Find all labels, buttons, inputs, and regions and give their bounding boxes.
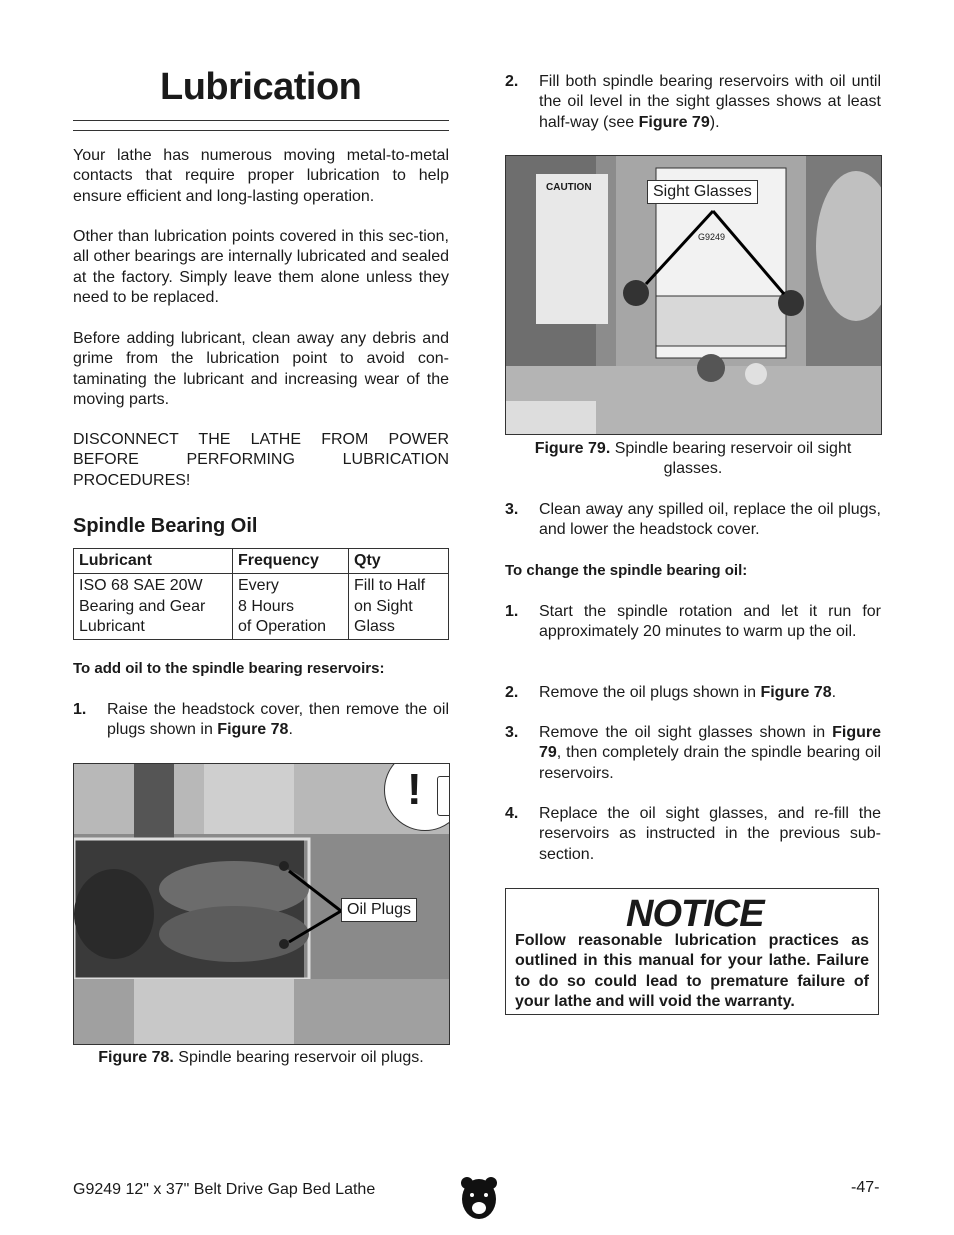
- figure-78-caption: Figure 78. Spindle bearing reservoir oil plugs.: [98, 1049, 424, 1066]
- list-item: 2. Remove the oil plugs shown in Figure 78.: [505, 684, 837, 701]
- add-oil-heading: To add oil to the spindle bearing reservoirs:: [73, 660, 385, 677]
- list-item: 3. Clean away any spilled oil, replace the oil plugs, and lower the headstock cover.: [505, 501, 881, 539]
- intro-paragraph: Before adding lubricant, clean away any debris and grime from the lubrication point to avoid con-taminating the lubricant and increasing wear of the moving parts.: [73, 330, 449, 408]
- figure-ref: Figure 78: [760, 684, 832, 701]
- bear-logo-icon: [459, 1175, 499, 1221]
- figure-79-photo: [505, 155, 882, 435]
- table-header: Frequency: [233, 549, 349, 574]
- table-cell-frequency: Every 8 Hours of Operation: [233, 574, 349, 640]
- figure-79-caption: Figure 79. Spindle bearing reservoir oil sight glasses.: [534, 440, 852, 478]
- table-header: Qty: [349, 549, 449, 574]
- caution-plate-label: CAUTION: [546, 182, 592, 193]
- table-cell-qty: Fill to Half on Sight Glass: [349, 574, 449, 640]
- intro-paragraph: Other than lubrication points covered in this sec-tion, all other bearings are internally lubricated and sealed at the factory. Simply leave them alone unless they need to be replaced.: [73, 228, 449, 306]
- intro-paragraph: Your lathe has numerous moving metal-to-metal contacts that require proper lubrication to help ensure efficient and long-lasting operation.: [73, 147, 449, 205]
- table-header: Lubricant: [74, 549, 233, 574]
- oil-plugs-callout: Oil Plugs: [341, 898, 417, 922]
- figure-ref: Figure 78: [217, 721, 289, 739]
- table-row: [74, 574, 449, 640]
- sight-glasses-callout: Sight Glasses: [647, 180, 758, 204]
- page-number: -47-: [851, 1179, 880, 1196]
- section-heading: Spindle Bearing Oil: [73, 515, 258, 537]
- list-item: 3. Remove the oil sight glasses shown in Figure 79, then completely drain the spindle bearing oil reservoirs.: [505, 724, 881, 782]
- list-item: 1. Start the spindle rotation and let it run for approximately 20 minutes to warm up the oil.: [505, 603, 881, 641]
- table-cell-lubricant: ISO 68 SAE 20W Bearing and Gear Lubricant: [74, 574, 233, 640]
- figure-ref: Figure 79: [638, 113, 710, 131]
- title-rule-top: [73, 120, 449, 121]
- page-title: Lubrication: [160, 66, 362, 108]
- notice-body: Follow reasonable lubrication practices as outlined in this manual for your lathe. Failure to do so could lead to premature failure of your lathe and will void the warranty.: [515, 932, 869, 1010]
- figure-78-photo: [73, 763, 450, 1045]
- footer-model-text: G9249 12" x 37" Belt Drive Gap Bed Lathe: [73, 1181, 376, 1198]
- list-item: 1. Raise the headstock cover, then remove the oil plugs shown in Figure 78.: [73, 701, 449, 739]
- title-rule-bottom: [73, 130, 449, 131]
- notice-title: NOTICE: [626, 893, 764, 935]
- warning-paragraph: DISCONNECT THE LATHE FROM POWER BEFORE PERFORMING LUBRICATION PROCEDURES!: [73, 431, 449, 489]
- notice-box: [505, 888, 879, 1015]
- figure-ref: Figure 79: [539, 724, 881, 762]
- model-plate-label: G9249: [698, 232, 726, 242]
- change-oil-heading: To change the spindle bearing oil:: [505, 562, 748, 579]
- list-item: 2. Fill both spindle bearing reservoirs with oil until the oil level in the sight glasses shows at least half-way (see Figure 79).: [505, 73, 881, 131]
- lubrication-table: [73, 548, 449, 640]
- disconnect-power-icon: !: [384, 763, 450, 831]
- list-item: 4. Replace the oil sight glasses, and re-fill the reservoirs as instructed in the previous sub-section.: [505, 805, 881, 863]
